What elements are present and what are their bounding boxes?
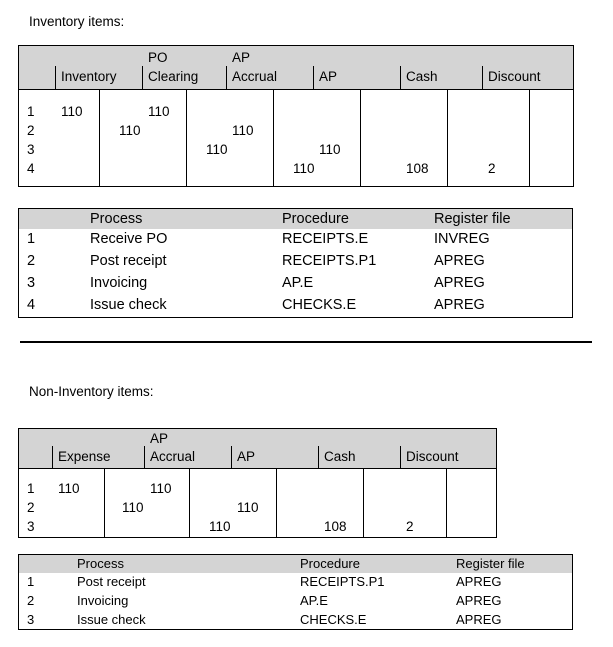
process2-header-procedure: Procedure — [300, 556, 360, 571]
ledger1-row-label-2: 2 — [27, 123, 35, 138]
ledger1-entry-ap-credit: 110 — [319, 142, 341, 157]
table-row — [19, 573, 572, 592]
section-divider — [20, 341, 592, 343]
process1-row4-register: APREG — [434, 297, 485, 313]
ledger2-body-sep-0 — [104, 469, 105, 537]
process1-row4-num: 4 — [27, 297, 36, 313]
ledger1-header-line1-0: PO — [148, 50, 168, 65]
process2-row1-process: Post receipt — [77, 574, 146, 589]
ledger1-entry-po-clearing-credit: 110 — [148, 104, 170, 119]
ledger2-header-sep-2 — [231, 446, 232, 469]
ledger2-header-cash: Cash — [324, 449, 356, 464]
ledger2-entry-ap-accrual-debit: 110 — [122, 500, 144, 515]
ledger1-entry-ap-debit: 110 — [293, 161, 315, 176]
process1-row3-procedure: AP.E — [282, 275, 314, 291]
ledger2-row-label-2: 2 — [27, 500, 35, 515]
process2-row1-num: 1 — [27, 574, 35, 589]
ledger1-entry-ap-accrual-debit: 110 — [206, 142, 228, 157]
ledger1-header-discount: Discount — [488, 69, 541, 84]
ledger1-entry-cash-credit: 108 — [406, 161, 429, 176]
ledger1-header-cash: Cash — [406, 69, 438, 84]
inventory-ledger-table — [18, 45, 574, 187]
ledger2-entry-discount-credit: 2 — [406, 519, 414, 534]
non-inventory-ledger-body — [19, 469, 496, 537]
inventory-process-table — [18, 208, 573, 318]
ledger1-body-sep-0 — [99, 90, 100, 186]
process2-row1-procedure: RECEIPTS.P1 — [300, 574, 385, 589]
ledger2-body-sep-1 — [189, 469, 190, 537]
table-row — [19, 251, 572, 273]
process2-row2-procedure: AP.E — [300, 593, 328, 608]
ledger1-header-sep-1 — [142, 66, 143, 90]
process1-row2-register: APREG — [434, 253, 485, 269]
process1-row1-procedure: RECEIPTS.E — [282, 231, 369, 247]
ledger1-header-sep-4 — [400, 66, 401, 90]
ledger1-entry-ap-accrual-credit: 110 — [232, 123, 254, 138]
ledger1-header-sep-0 — [55, 66, 56, 90]
process2-header-process: Process — [77, 556, 124, 571]
ledger2-entry-cash-credit: 108 — [324, 519, 347, 534]
process1-row2-procedure: RECEIPTS.P1 — [282, 253, 377, 269]
ledger1-row-label-3: 3 — [27, 142, 35, 157]
ledger2-header-discount: Discount — [406, 449, 459, 464]
process1-header-procedure: Procedure — [282, 211, 349, 227]
ledger2-header-sep-1 — [144, 446, 145, 469]
inventory-items-caption: Inventory items: — [29, 14, 125, 29]
ledger1-entry-discount-credit: 2 — [488, 161, 496, 176]
process2-row2-register: APREG — [456, 593, 502, 608]
process2-row2-num: 2 — [27, 593, 35, 608]
ledger2-header-sep-4 — [400, 446, 401, 469]
ledger2-body-sep-3 — [363, 469, 364, 537]
process2-row3-procedure: CHECKS.E — [300, 612, 367, 627]
process1-header-register: Register file — [434, 211, 511, 227]
ledger2-header-sep-0 — [52, 446, 53, 469]
ledger2-header-ap: AP — [237, 449, 256, 464]
process2-header-register: Register file — [456, 556, 525, 571]
non-inventory-process-table — [18, 554, 573, 630]
ledger2-entry-ap-debit: 110 — [209, 519, 231, 534]
process2-row2-process: Invoicing — [77, 593, 129, 608]
process1-row3-process: Invoicing — [90, 275, 148, 291]
ledger2-row-label-3: 3 — [27, 519, 35, 534]
table-row — [19, 229, 572, 251]
ledger1-row-label-4: 4 — [27, 161, 35, 176]
ledger1-body-sep-1 — [186, 90, 187, 186]
process1-row3-register: APREG — [434, 275, 485, 291]
ledger1-header-po-clearing: Clearing — [148, 69, 199, 84]
ledger2-entry-ap-credit: 110 — [237, 500, 259, 515]
process1-row2-process: Post receipt — [90, 253, 167, 269]
ledger1-body-sep-5 — [529, 90, 530, 186]
ledger2-header-expense: Expense — [58, 449, 111, 464]
process1-header-process: Process — [90, 211, 143, 227]
ledger1-header-sep-2 — [226, 66, 227, 90]
ledger2-body-sep-4 — [446, 469, 447, 537]
process1-row4-process: Issue check — [90, 297, 167, 313]
ledger1-header-inventory: Inventory — [61, 69, 117, 84]
ledger2-row-label-1: 1 — [27, 481, 35, 496]
process1-row1-process: Receive PO — [90, 231, 168, 247]
inventory-ledger-body — [19, 90, 573, 186]
ledger1-entry-po-clearing-debit: 110 — [119, 123, 141, 138]
process1-header-row — [19, 209, 572, 229]
table-row — [19, 592, 572, 611]
ledger1-row-label-1: 1 — [27, 104, 35, 119]
process2-row1-register: APREG — [456, 574, 502, 589]
table-row — [19, 611, 572, 630]
process1-row2-num: 2 — [27, 253, 36, 269]
ledger1-body-sep-4 — [447, 90, 448, 186]
process1-row3-num: 3 — [27, 275, 36, 291]
non-inventory-items-caption: Non-Inventory items: — [29, 384, 154, 399]
ledger1-header-line1-1: AP — [232, 50, 251, 65]
ledger1-header-ap-accrual: Accrual — [232, 69, 278, 84]
process2-header-row — [19, 555, 572, 573]
process1-row1-register: INVREG — [434, 231, 490, 247]
ledger2-entry-ap-accrual-credit: 110 — [150, 481, 172, 496]
process1-row1-num: 1 — [27, 231, 36, 247]
ledger1-header-sep-3 — [313, 66, 314, 90]
process2-row3-process: Issue check — [77, 612, 146, 627]
ledger2-header-ap-accrual: Accrual — [150, 449, 196, 464]
table-row — [19, 273, 572, 295]
process1-row4-procedure: CHECKS.E — [282, 297, 357, 313]
ledger1-body-sep-2 — [273, 90, 274, 186]
ledger2-header-line1-0: AP — [150, 431, 169, 446]
ledger1-header-ap: AP — [319, 69, 338, 84]
table-row — [19, 295, 572, 317]
ledger1-entry-inventory-debit: 110 — [61, 104, 83, 119]
non-inventory-ledger-table — [18, 428, 497, 538]
inventory-ledger-header — [19, 46, 573, 90]
ledger2-body-sep-2 — [276, 469, 277, 537]
ledger1-header-sep-5 — [482, 66, 483, 90]
process2-row3-register: APREG — [456, 612, 502, 627]
ledger2-entry-expense-debit: 110 — [58, 481, 80, 496]
non-inventory-ledger-header — [19, 429, 496, 469]
ledger2-header-sep-3 — [318, 446, 319, 469]
ledger1-body-sep-3 — [360, 90, 361, 186]
process2-row3-num: 3 — [27, 612, 35, 627]
